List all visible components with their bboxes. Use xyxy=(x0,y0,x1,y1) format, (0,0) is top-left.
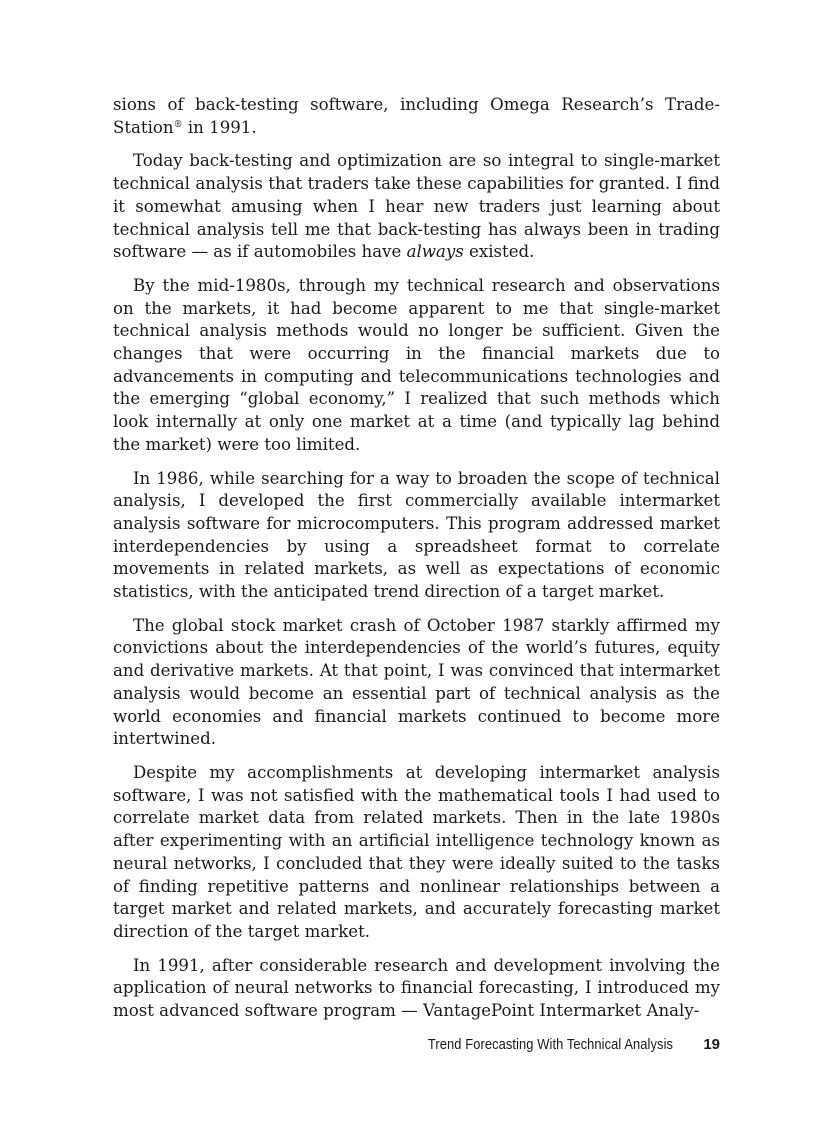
paragraph-5: The global stock market crash of October 1987 starkly affirmed my convictions about the interdependencies of the world’s futures, equity and derivative markets. At that point, I was convinced that intermarket analysis would become an essential part of technical analysis as the world economies and financial markets continued to become more intertwined. xyxy=(113,615,720,749)
paragraph-2-text-end: existed. xyxy=(463,242,535,262)
paragraph-7: In 1991, after considerable research and development involving the application of neural networks to financial forecasting, I introduced my most advanced software program — VantagePoint Intermarket Analy- xyxy=(113,955,720,1021)
emphasis-always: always xyxy=(406,242,464,262)
paragraph-1-text-end: in 1991. xyxy=(182,117,257,137)
page-body xyxy=(113,94,720,1034)
paragraph-2 xyxy=(113,150,720,264)
paragraph-1 xyxy=(113,94,720,139)
paragraph-6: Despite my accomplishments at developing intermarket analysis software, I was not satisfied with the mathematical tools I had used to correlate market data from related markets. Then in the late 1980s after experimenting with an artificial intelligence technology known as neural networks, I concluded that they were ideally suited to the tasks of finding repetitive patterns and nonlinear relationships between a target market and related markets, and accurately forecasting market direction of the target market. xyxy=(113,762,720,941)
paragraph-3: By the mid-1980s, through my technical research and observations on the markets, it had become apparent to me that single-market technical analysis methods would no longer be sufficient. Given the changes that were occurring in the financial markets due to advancements in computing and telecommunications technologies and the emerging “global economy,” I realized that such methods which look internally at only one market at a time (and typically lag behind the market) were too limited. xyxy=(113,275,720,454)
registered-mark: ® xyxy=(173,119,183,130)
page-footer xyxy=(388,1036,720,1053)
paragraph-1-text: sions of back-testing software, including Omega Research’s Trade-Station xyxy=(113,95,720,137)
page-number: 19 xyxy=(703,1036,720,1053)
paragraph-4: In 1986, while searching for a way to broaden the scope of technical analysis, I developed the first commercially available intermarket analysis software for microcomputers. This program addressed market interdependencies by using a spreadsheet format to correlate movements in related markets, as well as expectations of economic statistics, with the anticipated trend direction of a target market. xyxy=(113,468,720,602)
running-title: Trend Forecasting With Technical Analysis xyxy=(428,1036,674,1053)
paragraph-2-text: Today back-testing and optimization are so integral to single-market technical analysis that traders take these capabilities for granted. I find it somewhat amusing when I hear new traders just learning about technical analysis tell me that back-testing has always been in trading software — as if automobiles have xyxy=(113,151,720,262)
